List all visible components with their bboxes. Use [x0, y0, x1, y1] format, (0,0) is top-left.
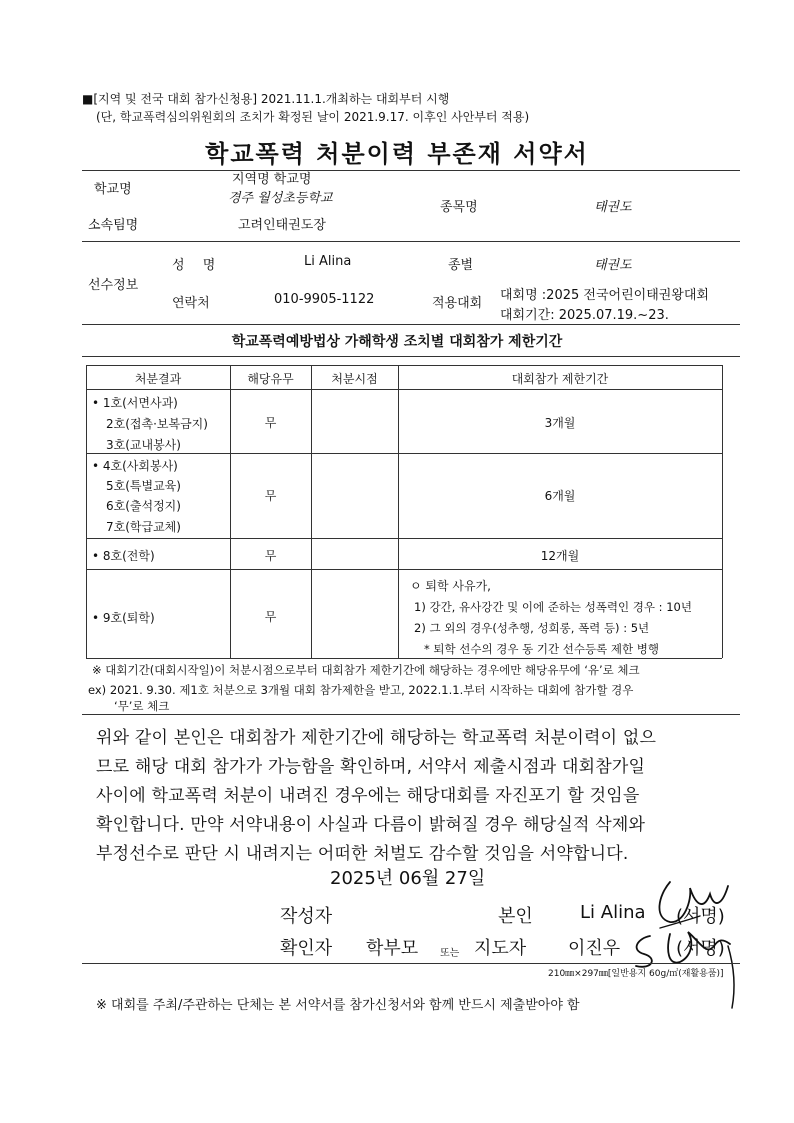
- row3-result-1: • 8호(전학): [92, 549, 155, 563]
- row4-result-1: • 9호(퇴학): [92, 611, 155, 625]
- table-col-left: [86, 365, 87, 658]
- or-label: 또는: [440, 948, 460, 959]
- pledge-line-1: 위와 같이 본인은 대회참가 제한기간에 해당하는 학교폭력 처분이력이 없으: [96, 728, 657, 748]
- table-header-top: [86, 365, 722, 366]
- parent-label: 학부모: [366, 938, 419, 959]
- pledge-line-4: 확인합니다. 만약 서약내용이 사실과 다름이 밝혀질 경우 해당실적 삭제와: [96, 815, 646, 835]
- confirmer-name: 이진우: [568, 938, 621, 959]
- row1-result-1: • 1호(서면사과): [92, 396, 178, 410]
- school-label: 학교명: [94, 182, 132, 197]
- team-label: 소속팀명: [88, 218, 139, 233]
- name-label: 성 명: [172, 258, 216, 273]
- header-applicable: 해당유무: [247, 372, 294, 386]
- row2-result-3: 6호(출석정지): [106, 499, 181, 513]
- row4-period-line-2: 1) 강간, 유사강간 및 이에 준하는 성폭력인 경우 : 10년: [414, 600, 692, 614]
- header-restriction-period: 대회참가 제한기간: [511, 372, 609, 386]
- footer-note: ※ 대회를 주최/주관하는 단체는 본 서약서를 참가신청서와 함께 반드시 제출받아야 함: [96, 998, 580, 1013]
- table-col-3: [398, 365, 399, 658]
- row1-period: 3개월: [544, 416, 576, 430]
- event-label: 종목명: [440, 200, 478, 215]
- table-col-right: [722, 365, 723, 658]
- page-title: 학교폭력 처분이력 부존재 서약서: [205, 140, 589, 168]
- table-row-divider-1: [86, 453, 722, 454]
- notes-bottom-border: [82, 714, 740, 715]
- info-top-border: [82, 170, 740, 171]
- row4-applicable: 무: [264, 610, 277, 624]
- row1-result-3: 3호(교내봉사): [106, 438, 181, 452]
- row2-result-2: 5호(특별교육): [106, 479, 181, 493]
- confirmer-label: 확인자: [280, 938, 333, 959]
- competition-name: 대회명 :2025 전국어린이태권왕대회: [500, 288, 709, 303]
- table-subtitle: 학교폭력예방법상 가해학생 조치별 대회참가 제한기간: [231, 334, 563, 350]
- writer-name: Li Alina: [580, 902, 646, 923]
- table-bottom-border: [86, 658, 722, 659]
- competition-period: 대회기간: 2025.07.19.~23.: [500, 308, 669, 323]
- row2-result-1: • 4호(사회봉사): [92, 459, 178, 473]
- header-disposition-date: 처분시점: [331, 372, 378, 386]
- table-row-divider-2: [86, 538, 722, 539]
- pledge-line-3: 사이에 학교폭력 처분이 내려진 경우에는 해당대회를 자진포기 할 것임을: [96, 786, 640, 806]
- note-3: ‘무’로 체크: [114, 699, 170, 713]
- row4-period-line-4: * 퇴학 선수의 경우 동 기간 선수등록 제한 병행: [424, 642, 659, 656]
- confirmer-sign-mark: (서명): [676, 938, 725, 959]
- row2-period: 6개월: [544, 489, 576, 503]
- row4-period-line-1: ㅇ 퇴학 사유가,: [410, 579, 491, 593]
- notice-line-1: ■[지역 및 전국 대회 참가신청용] 2021.11.1.개최하는 대회부터 시행: [82, 92, 450, 106]
- row1-applicable: 무: [264, 416, 277, 430]
- applied-competition-label: 적용대회: [432, 296, 483, 311]
- row1-result-2: 2호(접촉·보복금지): [106, 417, 208, 431]
- note-2: ex) 2021. 9.30. 제1호 처분으로 3개월 대회 참가제한을 받고, 2022.1.1.부터 시작하는 대회에 참가할 경우: [88, 683, 634, 697]
- player-info-label: 선수정보: [88, 278, 139, 293]
- writer-sign-mark: (서명): [676, 906, 725, 927]
- header-result: 처분결과: [134, 372, 182, 386]
- pledge-line-2: 므로 해당 대회 참가가 가능함을 확인하며, 서약서 제출시점과 대회참가일: [96, 757, 646, 777]
- table-row-divider-3: [86, 569, 722, 570]
- coach-label: 지도자: [474, 938, 527, 959]
- school-value: 경주 월성초등학교: [228, 191, 333, 206]
- info-bottom-border: [82, 324, 740, 325]
- table-col-2: [311, 365, 312, 658]
- category-value: 태권도: [594, 258, 632, 273]
- self-label: 본인: [498, 906, 533, 927]
- info-divider: [82, 241, 740, 242]
- row2-applicable: 무: [264, 489, 277, 503]
- notice-line-2: (단, 학교폭력심의위원회의 조치가 확정된 날이 2021.9.17. 이후인 사안부터 적용): [96, 110, 530, 124]
- row4-period-line-3: 2) 그 외의 경우(성추행, 성희롱, 폭력 등) : 5년: [414, 621, 650, 635]
- row3-period: 12개월: [540, 549, 580, 563]
- team-value: 고려인태권도장: [238, 218, 326, 233]
- pledge-line-5: 부정선수로 판단 시 내려지는 어떠한 처벌도 감수할 것임을 서약합니다.: [96, 844, 629, 864]
- category-label: 종별: [448, 258, 474, 273]
- table-top-border: [82, 356, 740, 357]
- event-value: 태권도: [594, 200, 632, 215]
- row3-applicable: 무: [264, 549, 277, 563]
- writer-label: 작성자: [280, 906, 333, 927]
- name-value: Li Alina: [304, 254, 352, 269]
- contact-value: 010-9905-1122: [274, 292, 375, 307]
- paper-spec: 210㎜×297㎜[일반용지 60g/㎡(재활용품)]: [548, 969, 724, 979]
- region-school-label: 지역명 학교명: [232, 172, 312, 187]
- contact-label: 연락처: [172, 296, 210, 311]
- footer-rule: [82, 963, 740, 964]
- row2-result-4: 7호(학급교체): [106, 520, 181, 534]
- pledge-date: 2025년 06월 27일: [330, 868, 486, 889]
- table-header-bottom: [86, 389, 722, 390]
- note-1: ※ 대회기간(대회시작일)이 처분시점으로부터 대회참가 제한기간에 해당하는 경우에만 해당유무에 ‘유’로 체크: [92, 663, 640, 677]
